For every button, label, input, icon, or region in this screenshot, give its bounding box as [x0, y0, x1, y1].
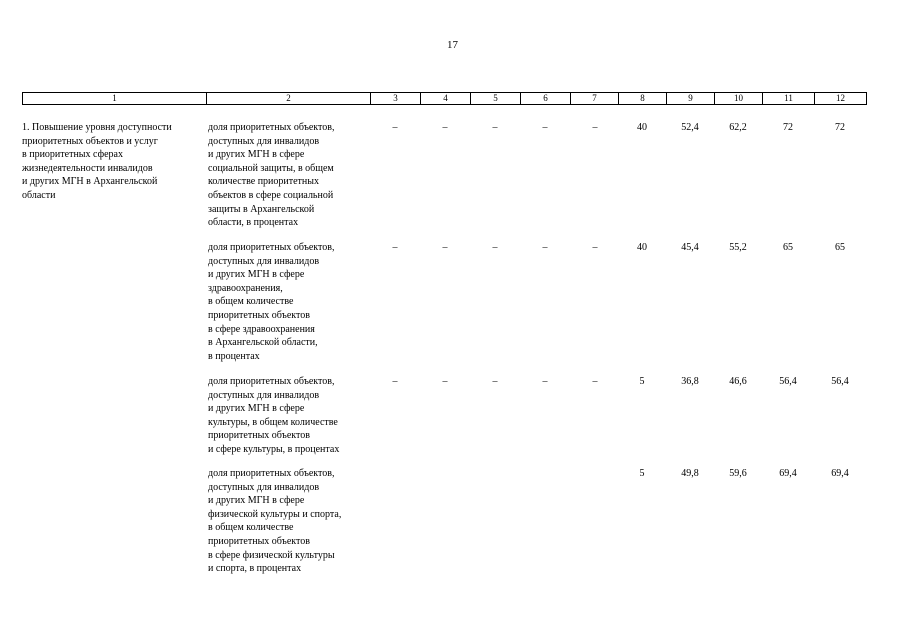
value-cell: – — [442, 122, 448, 133]
value-cell: – — [542, 242, 548, 253]
header-row — [23, 93, 867, 105]
header-cell: 5 — [471, 93, 521, 105]
value-cell: 56,4 — [779, 376, 797, 387]
header-cell: 1 — [23, 93, 207, 105]
header-cell: 11 — [763, 93, 815, 105]
value-cell: 52,4 — [681, 122, 699, 133]
value-cell: 65 — [783, 242, 793, 253]
value-cell: – — [542, 122, 548, 133]
header-cell: 3 — [371, 93, 421, 105]
value-cell: – — [442, 376, 448, 387]
value-cell: 59,6 — [729, 468, 747, 479]
value-cell: – — [392, 122, 398, 133]
value-cell: 69,4 — [831, 468, 849, 479]
value-cell: 55,2 — [729, 242, 747, 253]
header-cell: 2 — [207, 93, 371, 105]
value-cell: 5 — [639, 468, 645, 479]
value-cell: 49,8 — [681, 468, 699, 479]
value-cell: 45,4 — [681, 242, 699, 253]
value-cell: 62,2 — [729, 122, 747, 133]
header-cell: 9 — [667, 93, 715, 105]
value-cell: – — [592, 242, 598, 253]
value-cell: 72 — [835, 122, 845, 133]
header-cell: 12 — [815, 93, 867, 105]
page-number: 17 — [447, 39, 458, 51]
goal-text: 1. Повышение уровня доступности приоритетных объектов и услуг в приоритетных сферах жизнедеятельности инвалидов и других МГН в Архангельской области — [22, 122, 172, 201]
value-cell: – — [592, 376, 598, 387]
header-cell: 7 — [571, 93, 619, 105]
header-cell: 8 — [619, 93, 667, 105]
value-cell: – — [442, 242, 448, 253]
value-cell: – — [392, 376, 398, 387]
indicator-text: доля приоритетных объектов, доступных для инвалидов и других МГН в сфере здравоохранения, в общем количестве приоритетных объектов в сфере здравоохранения в Архангельской области, в процентах — [208, 242, 335, 362]
value-cell: 72 — [783, 122, 793, 133]
value-cell: 56,4 — [831, 376, 849, 387]
indicator-text: доля приоритетных объектов, доступных для инвалидов и других МГН в сфере физической культуры и спорта, в общем количестве приоритетных объектов в сфере физической культуры и спорта, в процентах — [208, 468, 342, 575]
header-cell: 10 — [715, 93, 763, 105]
table-header — [22, 92, 867, 105]
value-cell: – — [492, 376, 498, 387]
indicator-text: доля приоритетных объектов, доступных для инвалидов и других МГН в сфере социальной защиты, в общем количестве приоритетных объектов в сфере социальной защиты в Архангельской области, в процентах — [208, 122, 335, 229]
header-cell: 4 — [421, 93, 471, 105]
value-cell: 69,4 — [779, 468, 797, 479]
value-cell: – — [542, 376, 548, 387]
value-cell: – — [492, 122, 498, 133]
value-cell: 40 — [637, 122, 647, 133]
value-cell: – — [392, 242, 398, 253]
value-cell: 36,8 — [681, 376, 699, 387]
value-cell: – — [592, 122, 598, 133]
indicator-text: доля приоритетных объектов, доступных для инвалидов и других МГН в сфере культуры, в общем количестве приоритетных объектов и сфере культуры, в процентах — [208, 376, 340, 455]
value-cell: – — [492, 242, 498, 253]
value-cell: 65 — [835, 242, 845, 253]
value-cell: 5 — [639, 376, 645, 387]
header-cell: 6 — [521, 93, 571, 105]
value-cell: 46,6 — [729, 376, 747, 387]
value-cell: 40 — [637, 242, 647, 253]
